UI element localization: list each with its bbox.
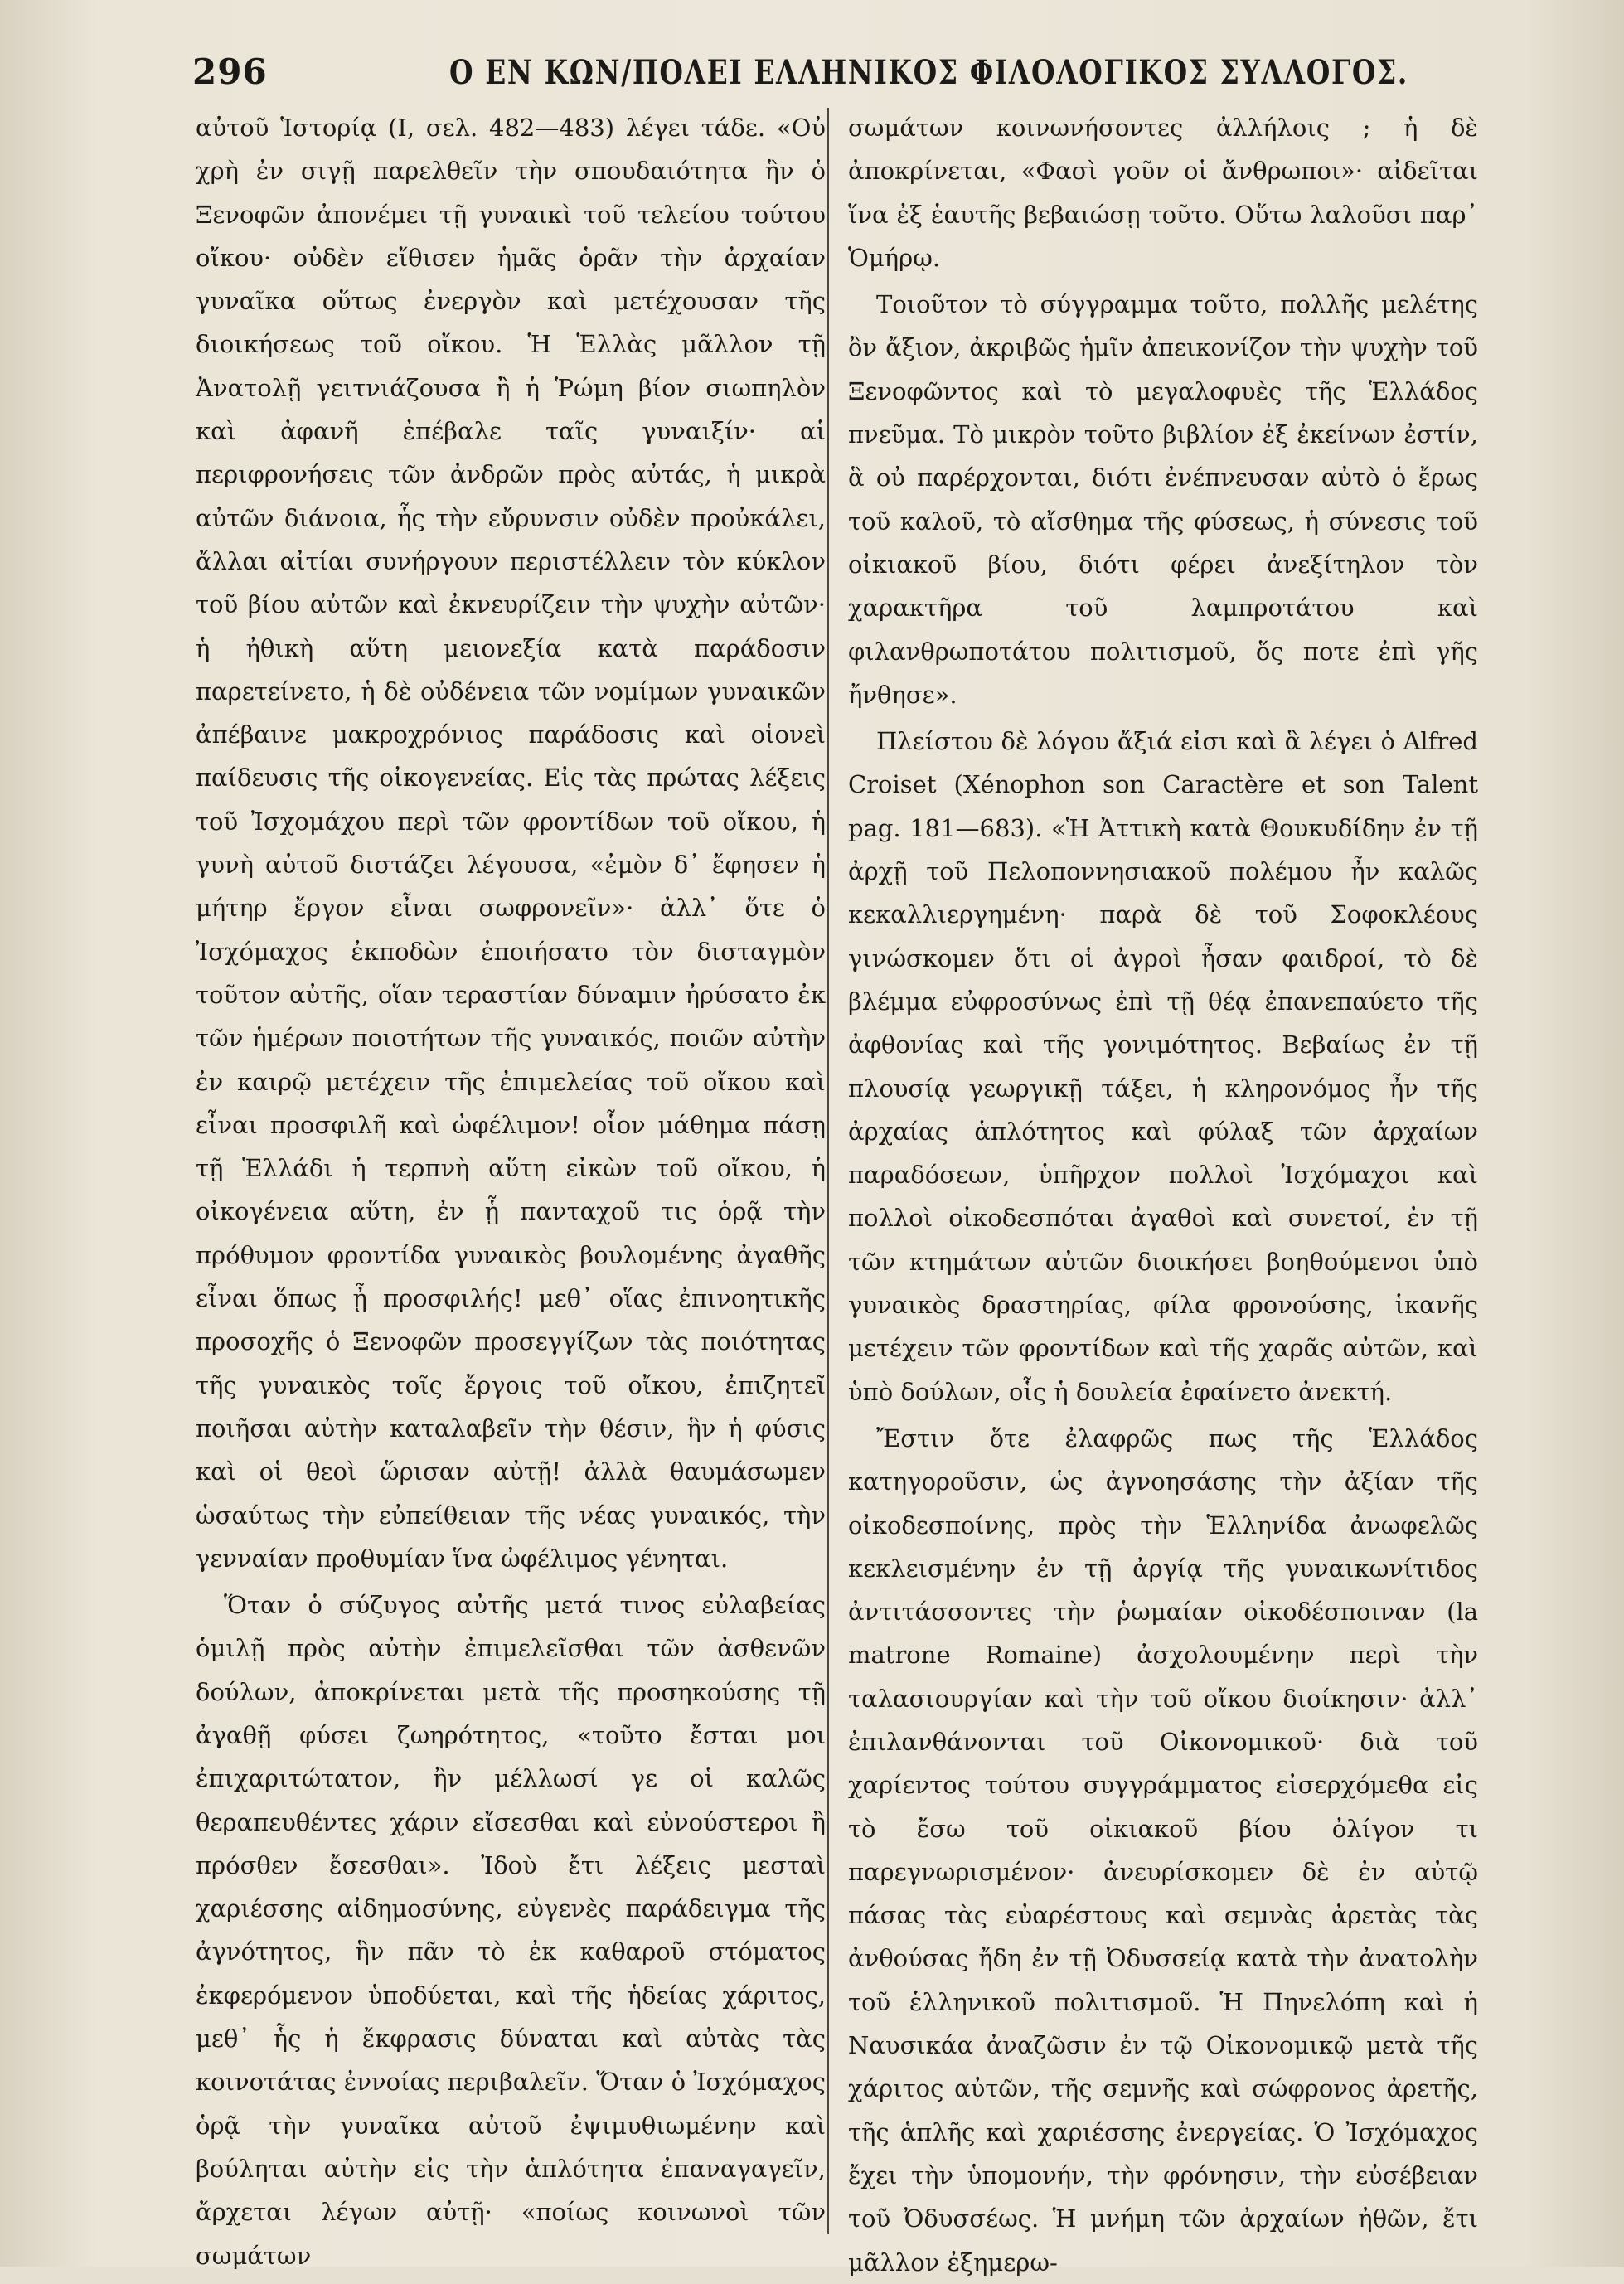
right-column xyxy=(848,106,1478,2277)
paragraph: Ἔστιν ὅτε ἐλαφρῶς πως τῆς Ἑλλάδος κατηγοροῦσιν, ὡς ἀγνοησάσης τὴν ἀξίαν τῆς οἰκοδεσποίνης, πρὸς τὴν Ἑλληνίδα ἀνωφελῶς κεκλεισμένην ἐν τῇ ἀργίᾳ τῆς γυναικωνίτιδος ἀντιτάσσοντες τὴν ῥωμαίαν οἰκοδέσποιναν (la matrone Romaine) ἀσχολουμένην περὶ τὴν ταλασιουργίαν καὶ τὴν τοῦ οἴκου διοίκησιν· ἀλλ᾿ ἐπιλανθάνονται τοῦ Οἰκονομικοῦ· διὰ τοῦ χαρίεντος τούτου συγγράμματος εἰσερχόμεθα εἰς τὸ ἔσω τοῦ οἰκιακοῦ βίου ὀλίγον τι παρεγνωρισμένον· ἀνευρίσκομεν δὲ ἐν αὐτῷ πάσας τὰς εὐαρέστους καὶ σεμνὰς ἀρετὰς τὰς ἀνθούσας ἤδη ἐν τῇ Ὀδυσσείᾳ κατὰ τὴν ἀνατολὴν τοῦ ἑλληνικοῦ πολιτισμοῦ. Ἡ Πηνελόπη καὶ ἡ Ναυσικάα ἀναζῶσιν ἐν τῷ Οἰκονομικῷ μετὰ τῆς χάριτος αὐτῶν, τῆς σεμνῆς καὶ σώφρονος ἀρετῆς, τῆς ἁπλῆς καὶ χαριέσσης ἐνεργείας. Ὁ Ἰσχόμαχος ἔχει τὴν ὑπομονήν, τὴν φρόνησιν, τὴν εὐσέβειαν τοῦ Ὀδυσσέως. Ἡ μνήμη τῶν ἀρχαίων ἠθῶν, ἔτι μᾶλλον ἐξημερω- xyxy=(848,1423,1478,2277)
column-divider xyxy=(827,108,829,2234)
page-number: 296 xyxy=(192,51,268,92)
page-header xyxy=(192,51,1444,101)
paragraph: Ὅταν ὁ σύζυγος αὐτῆς μετά τινος εὐλαβείας ὁμιλῇ πρὸς αὐτὴν ἐπιμελεῖσθαι τῶν ἀσθενῶν δούλων, ἀποκρίνεται μετὰ τῆς προσηκούσης τῇ ἀγαθῇ φύσει ζωηρότητος, «τοῦτο ἔσται μοι ἐπιχαριτώτατον, ἢν μέλλωσί γε οἱ καλῶς θεραπευθέντες χάριν εἴσεσθαι καὶ εὐνούστεροι ἢ πρόσθεν ἔσεσθαι». Ἰδοὺ ἔτι λέξεις μεσταὶ χαριέσσης αἰδημοσύνης, εὐγενὲς παράδειγμα τῆς ἀγνότητος, ἣν πᾶν τὸ ἐκ καθαροῦ στόματος ἐκφερόμενον ὑποδύεται, καὶ τῆς ἡδείας χάριτος, μεθ᾿ ἧς ἡ ἔκφρασις δύναται καὶ αὐτὰς τὰς κοινοτάτας ἐννοίας περιβαλεῖν. Ὅταν ὁ Ἰσχόμαχος ὁρᾷ τὴν γυναῖκα αὐτοῦ ἐψιμυθιωμένην καὶ βούληται αὐτὴν εἰς τὴν ἁπλότητα ἐπαναγαγεῖν, ἄρχεται λέγων αὐτῇ· «ποίως κοινωνοὶ τῶν σωμάτων xyxy=(196,1591,826,2270)
paragraph: αὐτοῦ Ἱστορίᾳ (Ι, σελ. 482—483) λέγει τάδε. «Οὐ χρὴ ἐν σιγῇ παρελθεῖν τὴν σπουδαιότητα ἣν ὁ Ξενοφῶν ἀπονέμει τῇ γυναικὶ τοῦ τελείου τούτου οἴκου· οὐδὲν εἴθισεν ἡμᾶς ὁρᾶν τὴν ἀρχαίαν γυναῖκα οὕτως ἐνεργὸν καὶ μετέχουσαν τῆς διοικήσεως τοῦ οἴκου. Ἡ Ἑλλὰς μᾶλλον τῇ Ἀνατολῇ γειτνιάζουσα ἢ ἡ Ῥώμη βίον σιωπηλὸν καὶ ἀφανῆ ἐπέβαλε ταῖς γυναιξίν· αἱ περιφρονήσεις τῶν ἀνδρῶν πρὸς αὐτάς, ἡ μικρὰ αὐτῶν διάνοια, ἧς τὴν εὔρυνσιν οὐδὲν προὐκάλει, ἄλλαι αἰτίαι συνήργουν περιστέλλειν τὸν κύκλον τοῦ βίου αὐτῶν καὶ ἐκνευρίζειν τὴν ψυχὴν αὐτῶν· ἡ ἠθικὴ αὕτη μειονεξία κατὰ παράδοσιν παρετείνετο, ἡ δὲ οὐδένεια τῶν νομίμων γυναικῶν ἀπέβαινε μακροχρόνιος παράδοσις καὶ οἱονεὶ παίδευσις τῆς οἰκογενείας. Εἰς τὰς πρώτας λέξεις τοῦ Ἰσχομάχου περὶ τῶν φροντίδων τοῦ οἴκου, ἡ γυνὴ αὐτοῦ διστάζει λέγουσα, «ἐμὸν δ᾿ ἔφησεν ἡ μήτηρ ἔργον εἶναι σωφρονεῖν»· ἀλλ᾿ ὅτε ὁ Ἰσχόμαχος ἐκποδὼν ἐποιήσατο τὸν δισταγμὸν τοῦτον αὐτῆς, οἵαν τεραστίαν δύναμιν ἠρύσατο ἐκ τῶν ἡμέρων ποιοτήτων τῆς γυναικός, ποιῶν αὐτὴν ἐν καιρῷ μετέχειν τῆς ἐπιμελείας τοῦ οἴκου καὶ εἶναι προσφιλῆ καὶ ὠφέλιμον! οἷον μάθημα πάσῃ τῇ Ἑλλάδι ἡ τερπνὴ αὕτη εἰκὼν τοῦ οἴκου, ἡ οἰκογένεια αὕτη, ἐν ᾗ πανταχοῦ τις ὁρᾷ τὴν πρόθυμον φροντίδα γυναικὸς βουλομένης ἀγαθῆς εἶναι ὅπως ᾖ προσφιλής! μεθ᾿ οἵας ἐπινοητικῆς προσοχῆς ὁ Ξενοφῶν προσεγγίζων τὰς ποιότητας τῆς γυναικὸς τοῖς ἔργοις τοῦ οἴκου, ἐπιζητεῖ ποιῆσαι αὐτὴν καταλαβεῖν τὴν θέσιν, ἣν ἡ φύσις καὶ οἱ θεοὶ ὥρισαν αὐτῇ! ἀλλὰ θαυμάσωμεν ὡσαύτως τὴν εὐπείθειαν τῆς νέας γυναικός, τὴν γενναίαν προθυμίαν ἵνα ὠφέλιμος γένηται. xyxy=(196,114,826,1573)
left-column xyxy=(196,106,826,2270)
paragraph: σωμάτων κοινωνήσοντες ἀλλήλοις ; ἡ δὲ ἀποκρίνεται, «Φασὶ γοῦν οἱ ἄνθρωποι»· αἰδεῖται ἵνα ἐξ ἑαυτῆς βεβαιώσῃ τοῦτο. Οὕτω λαλοῦσι παρ᾿ Ὁμήρῳ. xyxy=(848,114,1478,272)
paragraph: Τοιοῦτον τὸ σύγγραμμα τοῦτο, πολλῆς μελέτης ὂν ἄξιον, ἀκριβῶς ἡμῖν ἀπεικονίζον τὴν ψυχὴν τοῦ Ξενοφῶντος καὶ τὸ μεγαλοφυὲς τῆς Ἑλλάδος πνεῦμα. Τὸ μικρὸν τοῦτο βιβλίον ἐξ ἐκείνων ἐστίν, ἃ οὐ παρέρχονται, διότι ἐνέπνευσαν αὐτὸ ὁ ἔρως τοῦ καλοῦ, τὸ αἴσθημα τῆς φύσεως, ἡ σύνεσις τοῦ οἰκιακοῦ βίου, διότι φέρει ἀνεξίτηλον τὸν χαρακτῆρα τοῦ λαμπροτάτου καὶ φιλανθρωποτάτου πολιτισμοῦ, ὅς ποτε ἐπὶ γῆς ἤνθησε». xyxy=(848,290,1478,709)
running-title: Ο ΕΝ ΚΩΝ/ΠΟΛΕΙ ΕΛΛΗΝΙΚΟΣ ΦΙΛΟΛΟΓΙΚΟΣ ΣΥΛΛΟΓΟΣ. xyxy=(449,53,1408,92)
paragraph: Πλείστου δὲ λόγου ἄξιά εἰσι καὶ ἃ λέγει ὁ Alfred Croiset (Xénophon son Caractère et son Talent pag. 181—683). «Ἡ Ἀττικὴ κατὰ Θουκυδίδην ἐν τῇ ἀρχῇ τοῦ Πελοποννησιακοῦ πολέμου ἦν καλῶς κεκαλλιεργημένη· παρὰ δὲ τοῦ Σοφοκλέους γινώσκομεν ὅτι οἱ ἀγροὶ ἦσαν φαιδροί, τὸ δὲ βλέμμα εὐφροσύνως ἐπὶ τῇ θέᾳ ἐπανεπαύετο τῆς ἀφθονίας καὶ τῆς γονιμότητος. Βεβαίως ἐν τῇ πλουσίᾳ γεωργικῇ τάξει, ἡ κληρονόμος ἦν τῆς ἀρχαίας ἁπλότητος καὶ φύλαξ τῶν ἀρχαίων παραδόσεων, ὑπῆρχον πολλοὶ Ἰσχόμαχοι καὶ πολλοὶ οἰκοδεσπόται ἀγαθοὶ καὶ συνετοί, ἐν τῇ τῶν κτημάτων αὐτῶν διοικήσει βοηθούμενοι ὑπὸ γυναικὸς δραστηρίας, φίλα φρονούσης, ἱκανῆς μετέχειν τῶν φροντίδων καὶ τῆς χαρᾶς αὐτῶν, καὶ ὑπὸ δούλων, οἷς ἡ δουλεία ἐφαίνετο ἀνεκτή. xyxy=(848,727,1478,1406)
